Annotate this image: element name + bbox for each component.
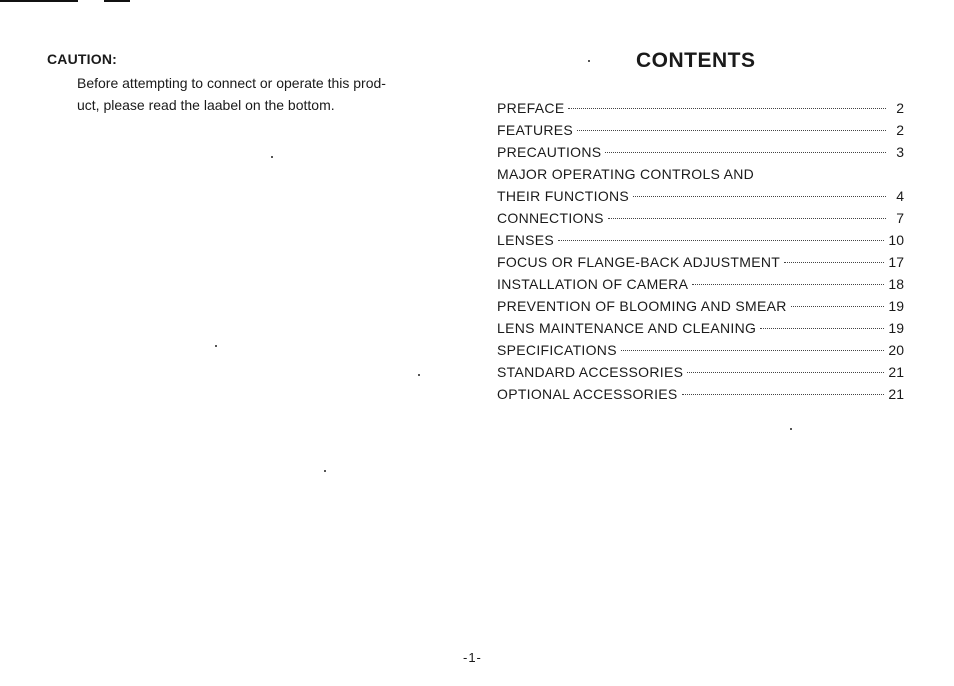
- toc-entry: [497, 295, 904, 317]
- toc-entry-title: MAJOR OPERATING CONTROLS AND: [497, 166, 755, 182]
- toc-entry-page: 19: [888, 298, 904, 314]
- table-of-contents: [497, 97, 904, 405]
- toc-dot-leader: [621, 350, 885, 351]
- toc-entry: [497, 383, 904, 405]
- toc-entry-page: 10: [888, 232, 904, 248]
- caution-text: [77, 72, 457, 116]
- toc-dot-leader: [692, 284, 884, 285]
- toc-dot-leader: [558, 240, 884, 241]
- page-number: -1-: [463, 650, 482, 665]
- caution-line-2: uct, please read the laabel on the bottom.: [77, 97, 335, 113]
- toc-entry-page: 18: [888, 276, 904, 292]
- toc-dot-leader: [568, 108, 886, 109]
- toc-entry: [497, 317, 904, 339]
- toc-entry-page: 3: [896, 144, 904, 160]
- scan-speck: [588, 60, 590, 62]
- toc-entry: [497, 361, 904, 383]
- toc-entry-title: FEATURES: [497, 122, 574, 138]
- toc-entry-title: PREVENTION OF BLOOMING AND SMEAR: [497, 298, 787, 314]
- toc-entry-title: FOCUS OR FLANGE-BACK ADJUSTMENT: [497, 254, 781, 270]
- scan-speck: [215, 345, 217, 347]
- caution-line-1: Before attempting to connect or operate this prod-: [77, 75, 386, 91]
- toc-entry-page: 21: [888, 386, 904, 402]
- toc-entry-page: 2: [896, 100, 904, 116]
- toc-entry-title: STANDARD ACCESSORIES: [497, 364, 684, 380]
- scan-speck: [324, 470, 326, 472]
- toc-dot-leader: [687, 372, 884, 373]
- toc-entry: [497, 273, 904, 295]
- toc-entry-title: INSTALLATION OF CAMERA: [497, 276, 689, 292]
- toc-dot-leader: [608, 218, 886, 219]
- scan-speck: [271, 156, 273, 158]
- toc-dot-leader: [791, 306, 885, 307]
- contents-title: CONTENTS: [636, 49, 756, 72]
- toc-entry: [497, 185, 904, 207]
- toc-dot-leader: [577, 130, 886, 131]
- toc-entry: [497, 251, 904, 273]
- toc-entry: [497, 163, 904, 185]
- toc-dot-leader: [784, 262, 884, 263]
- toc-entry-page: 4: [896, 188, 904, 204]
- toc-entry-page: 17: [888, 254, 904, 270]
- top-rule-left: [0, 0, 78, 2]
- toc-entry: [497, 207, 904, 229]
- toc-entry-title: SPECIFICATIONS: [497, 342, 617, 358]
- toc-entry-page: 19: [888, 320, 904, 336]
- toc-dot-leader: [682, 394, 885, 395]
- toc-dot-leader: [605, 152, 886, 153]
- toc-entry-title: THEIR FUNCTIONS: [497, 188, 630, 204]
- toc-entry-page: 2: [896, 122, 904, 138]
- toc-entry-title: OPTIONAL ACCESSORIES: [497, 386, 678, 402]
- toc-dot-leader: [633, 196, 886, 197]
- toc-entry-title: CONNECTIONS: [497, 210, 604, 226]
- toc-entry: [497, 229, 904, 251]
- toc-entry-title: PRECAUTIONS: [497, 144, 602, 160]
- toc-dot-leader: [760, 328, 884, 329]
- toc-entry: [497, 119, 904, 141]
- toc-entry-page: 21: [888, 364, 904, 380]
- toc-entry-page: 7: [896, 210, 904, 226]
- caution-heading: CAUTION:: [47, 51, 118, 67]
- toc-entry: [497, 141, 904, 163]
- toc-entry-title: LENS MAINTENANCE AND CLEANING: [497, 320, 757, 336]
- scan-speck: [790, 428, 792, 430]
- toc-entry: [497, 339, 904, 361]
- toc-entry-page: 20: [888, 342, 904, 358]
- toc-entry-title: LENSES: [497, 232, 555, 248]
- toc-entry-title: PREFACE: [497, 100, 565, 116]
- top-rule-right: [104, 0, 130, 2]
- scan-speck: [418, 374, 420, 376]
- toc-entry: [497, 97, 904, 119]
